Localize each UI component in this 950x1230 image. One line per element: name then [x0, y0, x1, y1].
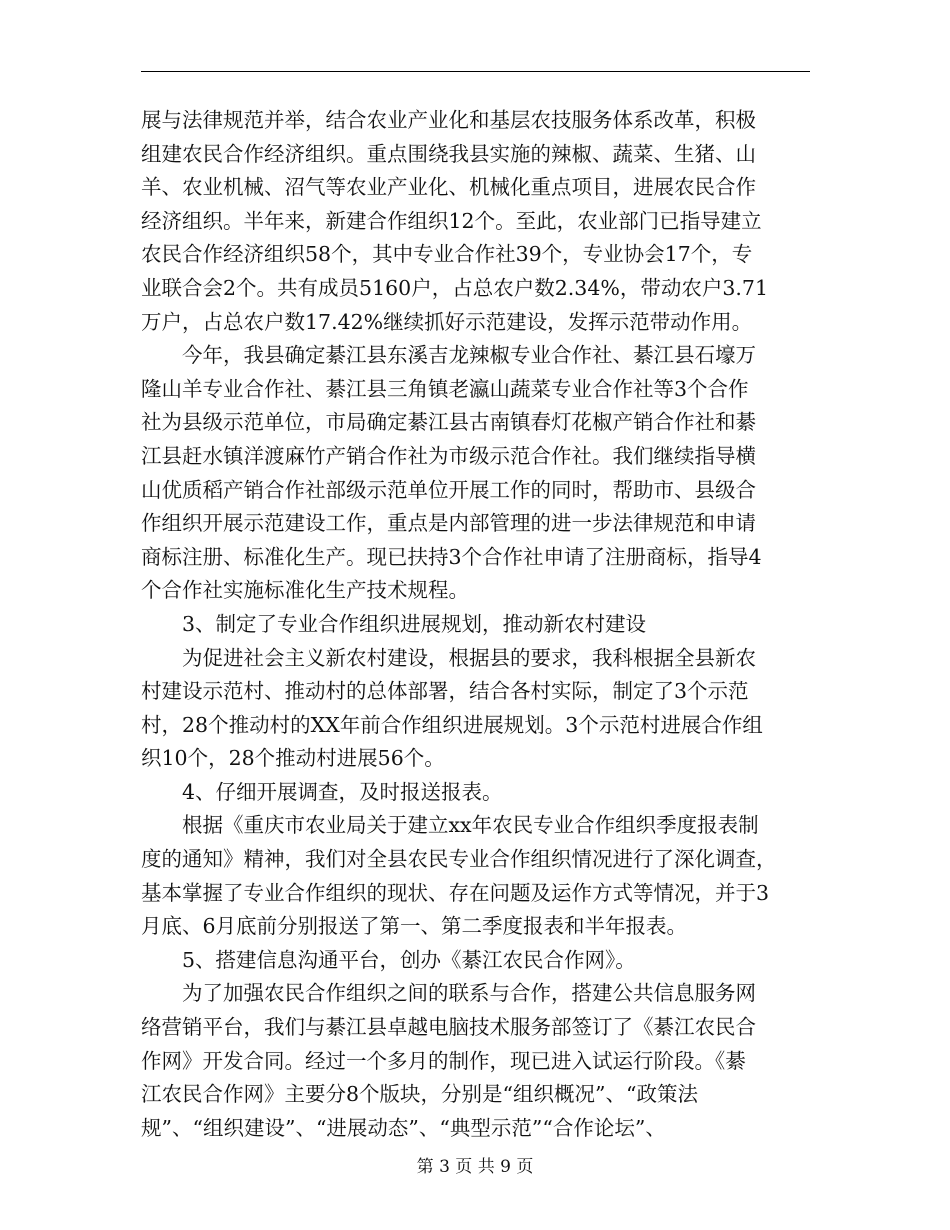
- text-line: 度的通知》精神，我们对全县农民专业合作组织情况进行了深化调查，: [141, 847, 777, 872]
- text-line: 社为县级示范单位，市局确定綦江县古南镇春灯花椒产销合作社和綦: [141, 410, 756, 435]
- paragraph-4: [141, 809, 810, 943]
- text-line: 万户，占总农户数17.42%继续抓好示范建设，发挥示范带动作用。: [141, 309, 753, 334]
- page-number: 第 3 页 共 9 页: [416, 1157, 534, 1177]
- text-line: 商标注册、标准化生产。现已扶持3个合作社申请了注册商标，指导4: [141, 544, 762, 569]
- text-line: 3、制定了专业合作组织进展规划，推动新农村建设: [182, 611, 647, 636]
- text-line: 业联合会2个。共有成员5160户，占总农户数2.34%，带动农户3.71: [141, 275, 768, 300]
- paragraph-1: [141, 104, 810, 339]
- text-line: 隆山羊专业合作社、綦江县三角镇老瀛山蔬菜专业合作社等3个合作: [141, 376, 749, 401]
- header-rule: [141, 71, 810, 72]
- paragraph-2: [141, 339, 810, 608]
- text-line: 5、搭建信息沟通平台，创办《綦江农民合作网》。: [182, 947, 636, 972]
- text-line: 江农民合作网》主要分8个版块，分别是“组织概况”、“政策法: [141, 1082, 698, 1107]
- text-line: 根据《重庆市农业局关于建立xx年农民专业合作组织季度报表制: [182, 813, 759, 838]
- text-line: 基本掌握了专业合作组织的现状、存在问题及运作方式等情况，并于3: [141, 880, 770, 905]
- text-line: 村，28个推动村的XX年前合作组织进展规划。3个示范村进展合作组: [141, 712, 763, 737]
- text-line: 月底、6月底前分别报送了第一、第二季度报表和半年报表。: [141, 914, 688, 939]
- section-heading-5: [141, 944, 810, 978]
- text-line: 络营销平台，我们与綦江县卓越电脑技术服务部签订了《綦江农民合: [141, 1015, 756, 1040]
- text-line: 展与法律规范并举，结合农业产业化和基层农技服务体系改革，积极: [141, 108, 756, 132]
- text-line: 为促进社会主义新农村建设，根据县的要求，我科根据全县新农: [182, 645, 756, 670]
- section-heading-3: [141, 608, 810, 642]
- text-line: 4、仔细开展调查，及时报送报表。: [182, 779, 503, 804]
- text-line: 为了加强农民合作组织之间的联系与合作，搭建公共信息服务网: [182, 981, 756, 1006]
- text-line: 村建设示范村、推动村的总体部署，结合各村实际，制定了3个示范: [141, 679, 749, 704]
- text-line: 羊、农业机械、沼气等农业产业化、机械化重点项目，进展农民合作: [141, 175, 756, 200]
- text-line: 山优质稻产销合作社部级示范单位开展工作的同时，帮助市、县级合: [141, 477, 756, 502]
- paragraph-3: [141, 642, 810, 776]
- text-line: 经济组织。半年来，新建合作组织12个。至此，农业部门已指导建立: [141, 208, 762, 233]
- text-line: 作组织开展示范建设工作，重点是内部管理的进一步法律规范和申请: [141, 511, 756, 536]
- text-line: 今年，我县确定綦江县东溪吉龙辣椒专业合作社、綦江县石壕万: [182, 343, 756, 368]
- text-line: 织10个，28个推动村进展56个。: [141, 746, 445, 771]
- text-line: 个合作社实施标准化生产技术规程。: [141, 578, 469, 603]
- section-heading-4: [141, 776, 810, 810]
- text-line: 作网》开发合同。经过一个多月的制作，现已进入试运行阶段。《綦: [141, 1048, 746, 1073]
- paragraph-5: [141, 977, 810, 1145]
- text-line: 组建农民合作经济组织。重点围绕我县实施的辣椒、蔬菜、生猪、山: [141, 141, 756, 166]
- text-line: 规”、“组织建设”、“进展动态”、“典型示范”“合作论坛”、: [141, 1115, 666, 1140]
- document-body: [141, 104, 810, 1145]
- text-line: 农民合作经济组织58个，其中专业合作社39个，专业协会17个，专: [141, 242, 753, 267]
- text-line: 江县赶水镇洋渡麻竹产销合作社为市级示范合作社。我们继续指导横: [141, 443, 756, 468]
